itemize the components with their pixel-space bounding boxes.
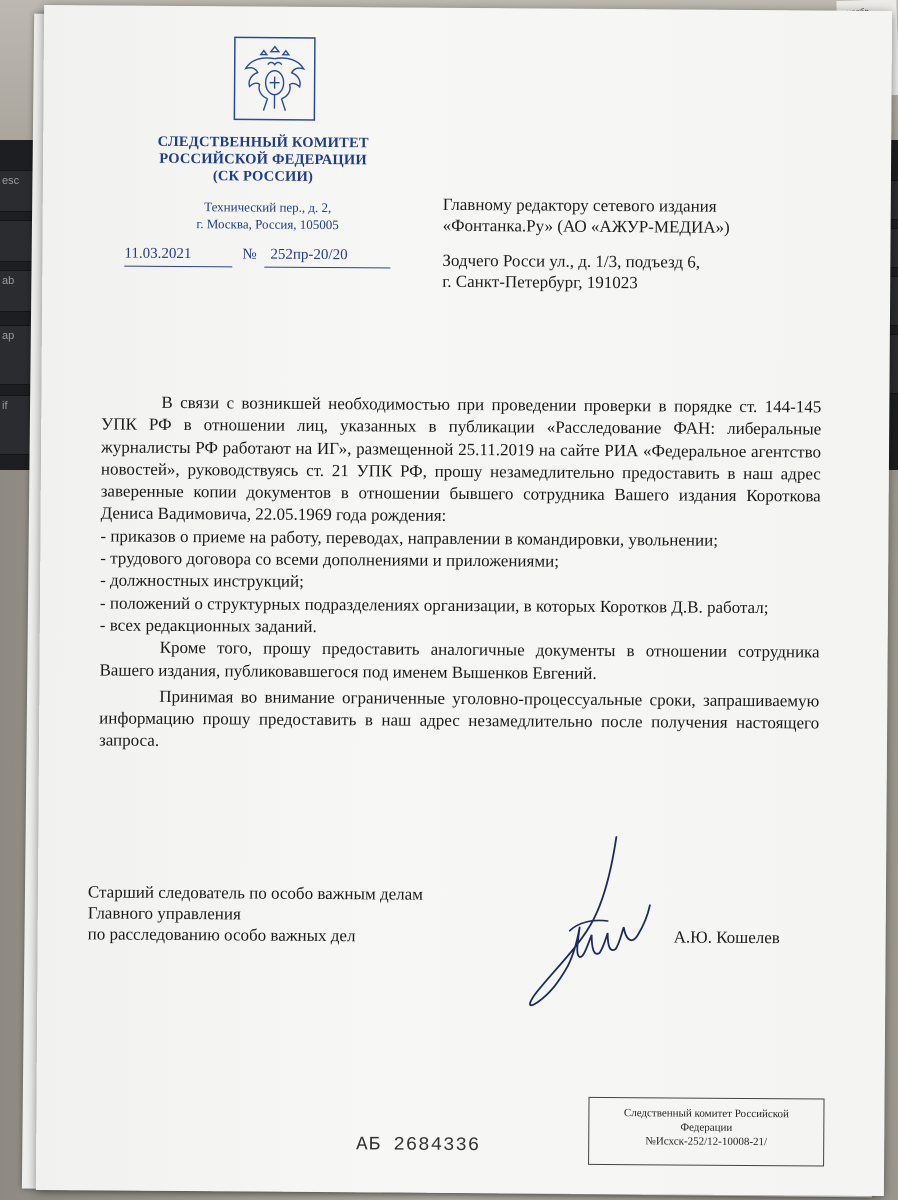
body-paragraph: Кроме того, прошу предоставить аналогичные документы в отношении сотрудника Вашего издания, публиковавшегося под именем Вышенков Евгений. (99, 638, 820, 683)
stamp-line: №Исхск-252/12-10008-21/ (645, 1135, 768, 1149)
list-item: - всех редакционных заданий. (99, 615, 317, 636)
document-number: 252пр-20/20 (270, 246, 348, 264)
number-underline (264, 267, 390, 269)
addressee-line: г. Санкт-Петербург, 191023 (442, 271, 638, 293)
number-sign: № (242, 246, 257, 263)
date-underline (124, 266, 232, 268)
key-label: ap (2, 330, 15, 342)
org-line: РОССИЙСКОЙ ФЕДЕРАЦИИ (159, 150, 367, 169)
org-line: СЛЕДСТВЕННЫЙ КОМИТЕТ (157, 133, 369, 152)
coat-of-arms-icon (233, 36, 316, 121)
letter-body (99, 391, 822, 757)
key-label: if (2, 400, 8, 412)
handwritten-signature (507, 834, 658, 1015)
addressee-line: «Фонтанка.Ру» (АО «АЖУР-МЕДИА») (442, 215, 730, 237)
list-item: - приказов о приеме на работу, переводах, направлении в командировки, увольнении; (100, 526, 719, 550)
addressee-line: Зодчего Росси ул., д. 1/3, подъезд 6, (442, 250, 701, 272)
addressee-line: Главному редактору сетевого издания (442, 194, 717, 216)
body-paragraph: Принимая во внимание ограниченные уголовно-процессуальные сроки, запрашиваемую информацию прошу предоставить в наш адрес незамедлительно после получения настоящего запроса. (98, 686, 820, 751)
signer-title-line: Старший следователь по особо важным делам (87, 882, 424, 904)
list-item: - должностных инструкций; (100, 570, 304, 592)
stamp-line: Федерации (680, 1121, 733, 1134)
signer-title-line: по расследованию особо важных дел (87, 924, 356, 946)
address-line: г. Москва, Россия, 105005 (196, 216, 339, 233)
key-label: ab (2, 275, 15, 287)
organization-name (143, 134, 383, 187)
organization-address (153, 198, 383, 234)
list-item: - трудового договора со всеми дополнениями и приложениями; (100, 548, 560, 571)
key-label: esc (2, 175, 20, 187)
stamp-line: Следственный комитет Российской (623, 1107, 789, 1121)
signer-name: А.Ю. Кошелев (673, 927, 780, 948)
form-serial-number: АБ 2684336 (356, 1133, 481, 1157)
signer-title-line: Главного управления (87, 903, 241, 924)
address-line: Технический пер., д. 2, (204, 199, 332, 216)
registration-stamp (588, 1097, 824, 1167)
letter-page (36, 5, 892, 1196)
addressee-block (442, 194, 823, 295)
document-date: 11.03.2021 (124, 245, 192, 263)
signer-title (88, 881, 508, 947)
org-line: (СК РОССИИ) (212, 168, 314, 185)
list-item: - положений о структурных подразделениях организации, в которых Коротков Д.В. работал; (99, 593, 769, 617)
body-paragraph: В связи с возникшей необходимостью при проведении проверки в порядке ст. 144-145 УПК РФ в отношении лиц, указанных в публикации «Расследование ФАН: либеральные журналисты РФ работают на ИГ», размещенной 25.11.2019 на сайте РИА «Федеральное агентство новостей», руководствуясь ст. 21 УПК РФ, прошу незамедлительно предоставить в наш адрес заверенные копии документов в отношении бывшего сотрудника Вашего издания Короткова Дениса Вадимовича, 22.05.1969 года рождения: (100, 392, 822, 526)
